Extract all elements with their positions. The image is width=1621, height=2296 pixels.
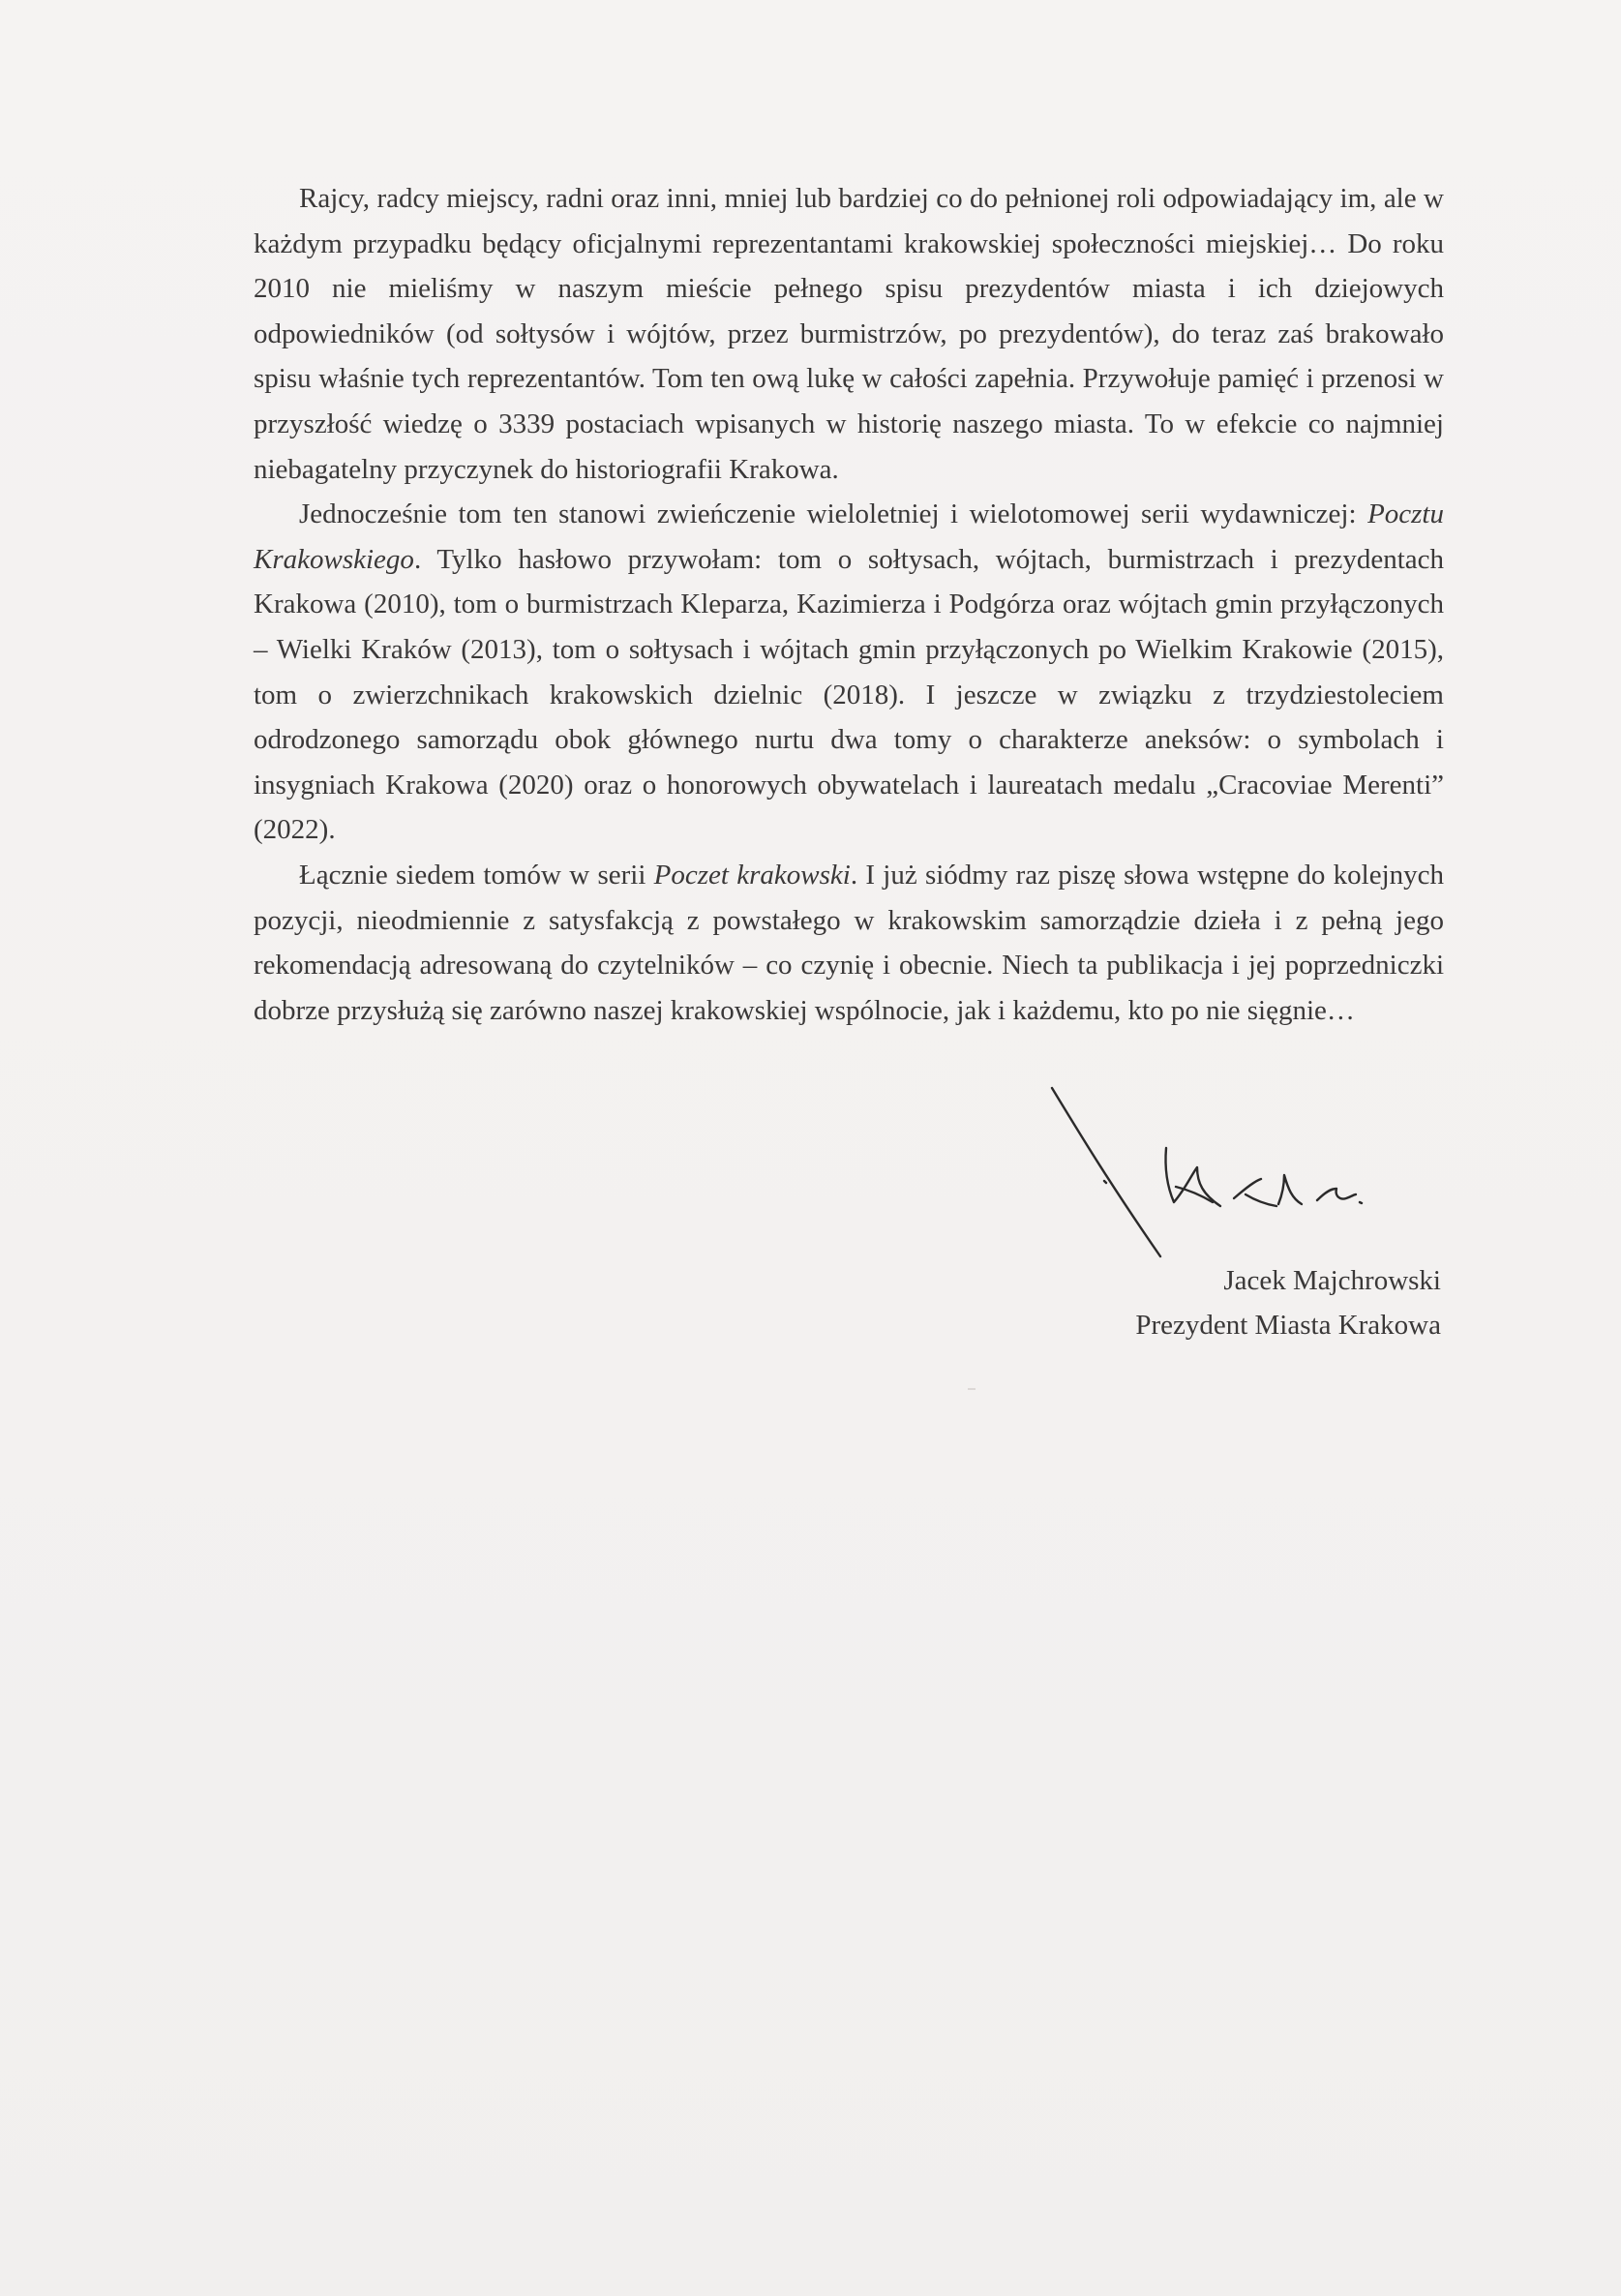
signatory-block xyxy=(1135,1258,1441,1347)
paragraph-2-text-a: Jednocześnie tom ten stanowi zwieńczenie wieloletniej i wielotomowej serii wydawniczej: xyxy=(299,498,1368,530)
paragraph-1 xyxy=(254,176,1444,492)
paragraph-1-text: Rajcy, radcy miejscy, radni oraz inni, mniej lub bardziej co do pełnionej roli odpowiadający im, ale w każdym przypadku będący oficjalnymi reprezentantami krakowskiej społeczności miejskiej… Do roku 2010 nie mieliśmy w naszym mieście pełnego spisu prezydentów miasta i ich dziejowych odpowiedników (od sołtysów i wójtów, przez burmistrzów, po prezydentów), do teraz zaś brakowało spisu właśnie tych reprezentantów. Tom ten ową lukę w całości zapełnia. Przywołuje pamięć i przenosi w przyszłość wiedzę o 3339 postaciach wpisanych w historię naszego miasta. To w efekcie co najmniej niebagatelny przyczynek do historiografii Krakowa. xyxy=(254,183,1444,485)
paragraph-3-text-b: . I już siódmy raz piszę słowa wstępne do kolejnych pozycji, nieodmiennie z satysfakcją z powstałego w krakowskim samorządzie dzieła i z pełną jego rekomendacją adresowaną do czytelników – co czynię i obecnie. Niech ta publikacja i jej poprzedniczki dobrze przysłużą się zarówno naszej krakowskiej wspólnocie, jak i każdemu, kto po nie sięgnie… xyxy=(254,859,1444,1026)
paragraph-2-text-b: . Tylko hasłowo przywołam: tom o sołtysach, wójtach, burmistrzach i prezydentach Krakowa (2010), tom o burmistrzach Kleparza, Kazimierza i Podgórza oraz wójtach gmin przyłączonych – Wielki Kraków (2013), tom o sołtysach i wójtach gmin przyłączonych po Wielkim Krakowie (2015), tom o zwierzchnikach krakowskich dzielnic (2018). I jeszcze w związku z trzydziestoleciem odrodzonego samorządu obok głównego nurtu dwa tomy o charakterze aneksów: o symbolach i insygniach Krakowa (2020) oraz o honorowych obywatelach i laureatach medalu „Cracoviae Merenti” (2022). xyxy=(254,543,1444,846)
signatory-name: Jacek Majchrowski xyxy=(1223,1265,1441,1296)
paragraph-3-text-a: Łącznie siedem tomów w serii xyxy=(299,859,654,891)
series-title-italic: Pocztu Krakowskiego xyxy=(254,498,1444,575)
letter-body xyxy=(254,176,1444,1033)
handwritten-signature-icon xyxy=(1040,1074,1427,1268)
paragraph-3 xyxy=(254,853,1444,1033)
paragraph-2 xyxy=(254,492,1444,853)
paper-speck xyxy=(968,1388,976,1390)
signatory-title: Prezydent Miasta Krakowa xyxy=(1135,1310,1441,1341)
series-name-italic: Poczet krakowski xyxy=(653,859,851,891)
